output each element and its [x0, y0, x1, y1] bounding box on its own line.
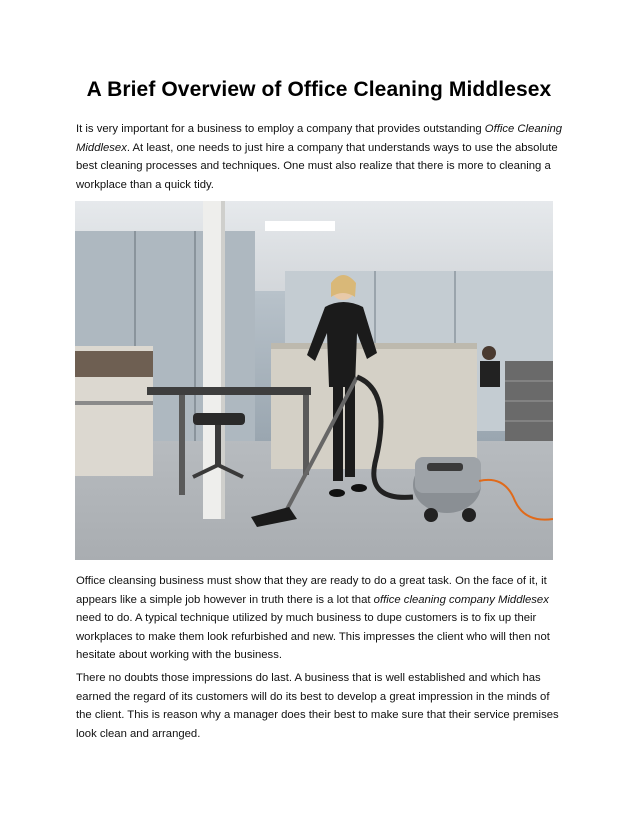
- paragraph-business-text-a: Office cleansing business must show that they are ready to do a great task. On the face of it, it appears like a simple job however in truth there is a lot that: [76, 575, 547, 606]
- page-title: A Brief Overview of Office Cleaning Middlesex: [86, 78, 552, 101]
- paragraph-intro-text-b: . At least, one needs to just hire a company that understands ways to use the absolute best cleaning processes and techniques. One must also realize that there is more to cleaning a workplace than a quick tidy.: [76, 141, 558, 191]
- paragraph-business-italic: office cleaning company Middlesex: [373, 593, 549, 606]
- paragraph-intro-text-a: It is very important for a business to employ a company that provides outstanding: [76, 123, 485, 135]
- paragraph-business-text-b: need to do. A typical technique utilized by much business to dupe customers is to fix up their workplaces to make them look refurbished and new. This impresses the client who will then not hesitate about working with the business.: [76, 612, 550, 662]
- office-cleaning-illustration: [75, 201, 553, 560]
- paragraph-impressions: There no doubts those impressions do last. A business that is well established and which has earned the regard of its customers will do its best to develop a great impression in the minds of the client. This is reason why a manager does their best to make sure that their service premises look clean and arranged.: [76, 672, 559, 740]
- paragraph-intro-italic: Office Cleaning Middlesex: [76, 123, 563, 154]
- paragraph-business: [76, 572, 564, 665]
- office-cleaning-photo: [75, 201, 553, 560]
- paragraph-intro: [76, 120, 564, 194]
